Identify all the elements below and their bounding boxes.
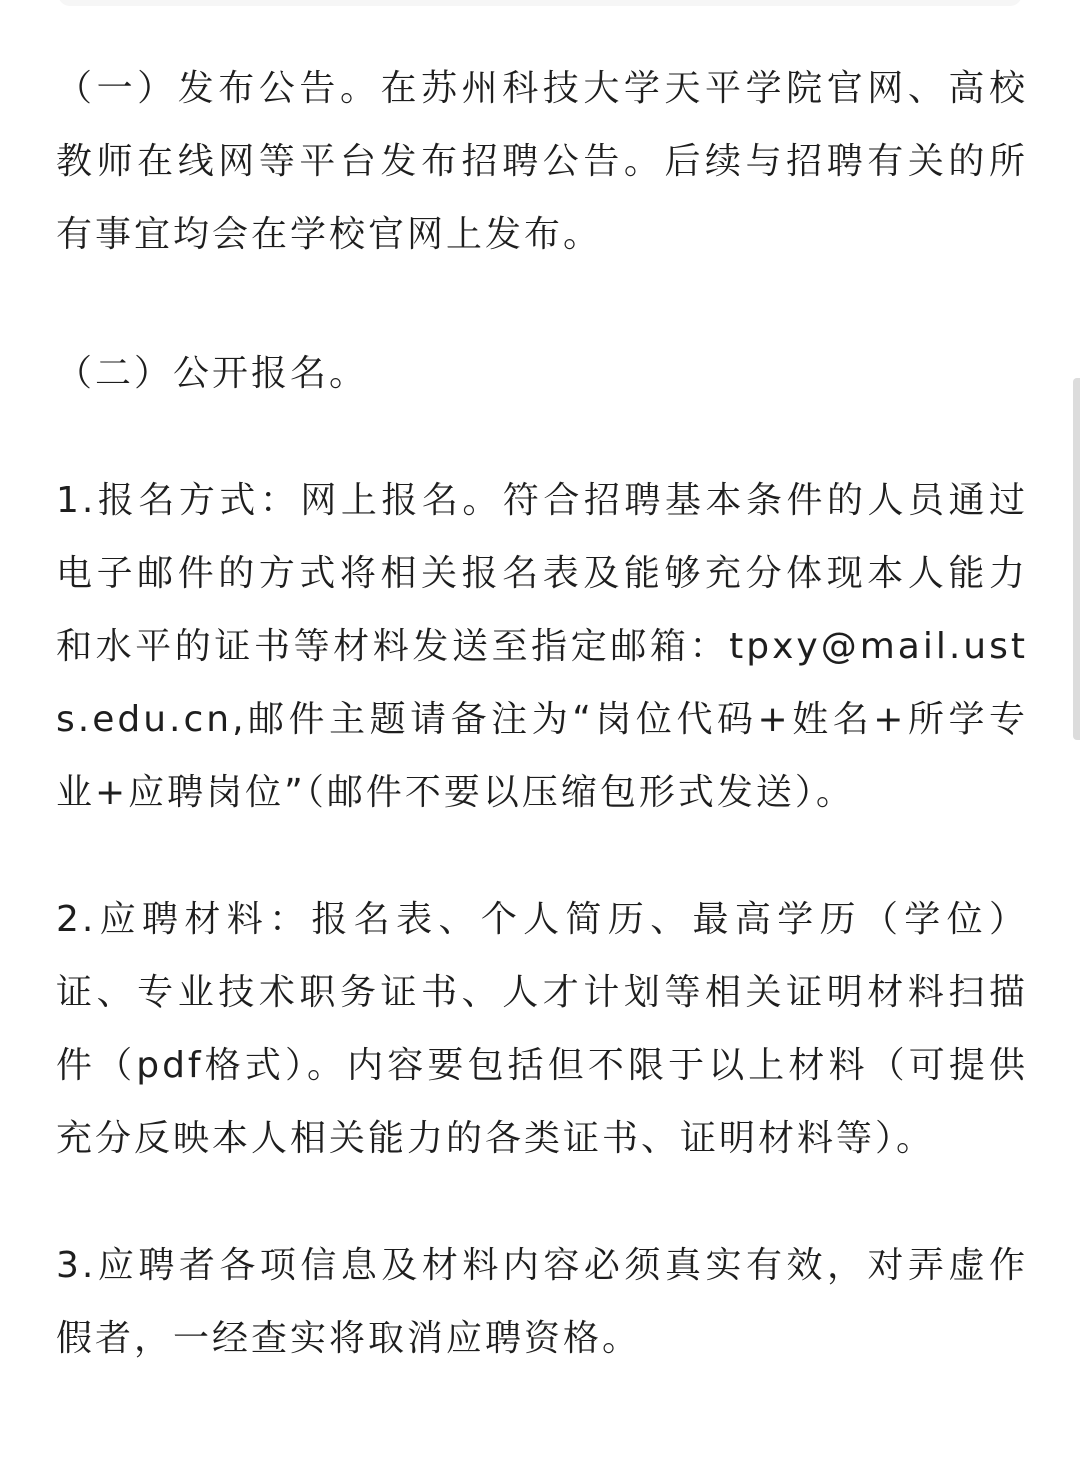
article-body — [56, 52, 1028, 1375]
paragraph-open-registration: （二）公开报名。 — [56, 353, 369, 394]
paragraph-application-materials: 2.应聘材料：报名表、个人简历、最高学历（学位）证、专业技术职务证书、人才计划等相关证明材料扫描件（pdf格式）。内容要包括但不限于以上材料（可提供充分反映本人相关能力的各类证书、证明材料等）。 — [56, 899, 1028, 1159]
paragraph-authenticity: 3.应聘者各项信息及材料内容必须真实有效，对弄虚作假者，一经查实将取消应聘资格。 — [56, 1245, 1028, 1359]
paragraph-registration-method: 1.报名方式：网上报名。符合招聘基本条件的人员通过电子邮件的方式将相关报名表及能够充分体现本人能力和水平的证书等材料发送至指定邮箱：tpxy@mail.usts.edu.cn,邮件主题请备注为“岗位代码+姓名+所学专业+应聘岗位”（邮件不要以压缩包形式发送）。 — [56, 480, 1028, 813]
paragraph-gap — [56, 271, 1028, 337]
paragraph-gap — [56, 410, 1028, 464]
paragraph-publish-notice: （一）发布公告。在苏州科技大学天平学院官网、高校教师在线网等平台发布招聘公告。后续与招聘有关的所有事宜均会在学校官网上发布。 — [56, 68, 1028, 255]
previous-card-edge — [58, 0, 1022, 6]
paragraph-gap — [56, 1175, 1028, 1229]
paragraph-gap — [56, 829, 1028, 883]
scrollbar-thumb[interactable] — [1073, 378, 1080, 740]
